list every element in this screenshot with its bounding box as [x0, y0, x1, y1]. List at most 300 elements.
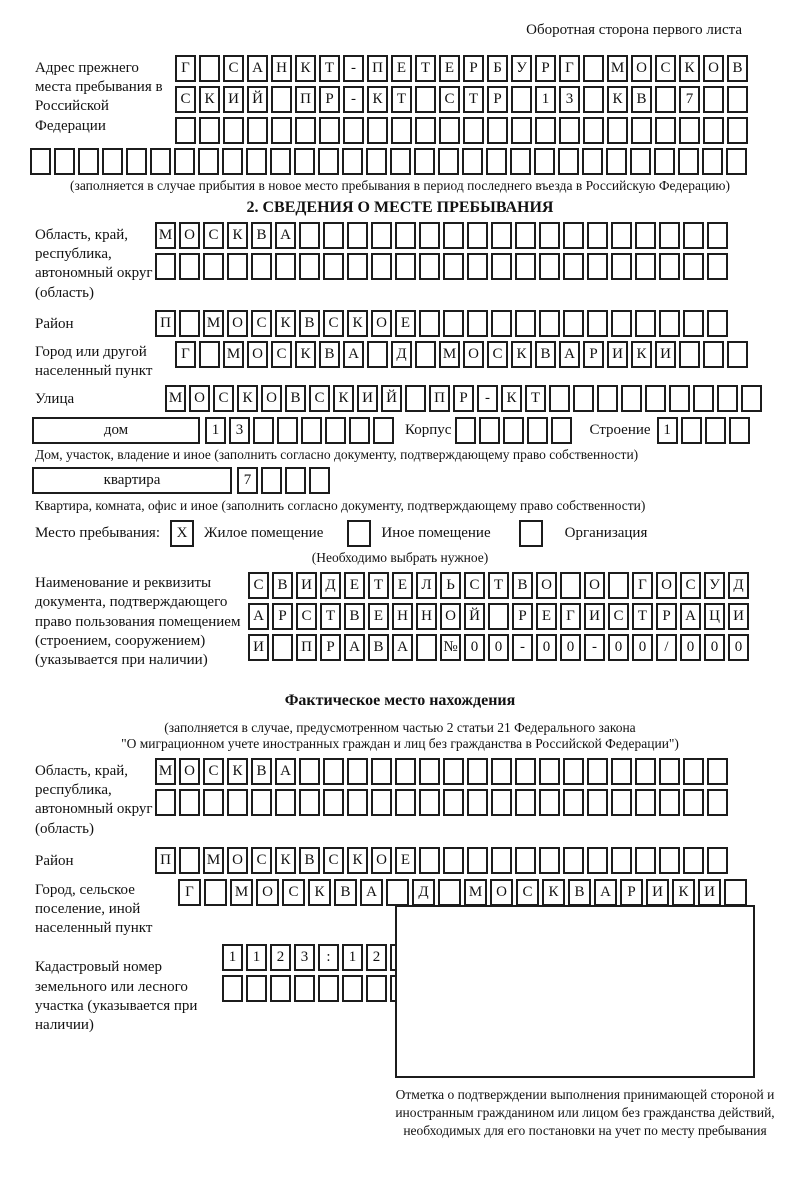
char-box[interactable]: - [512, 634, 533, 661]
char-box[interactable]: Р [656, 603, 677, 630]
char-box[interactable] [271, 86, 292, 113]
char-box[interactable]: С [251, 847, 272, 874]
char-box[interactable] [199, 341, 220, 368]
char-box[interactable] [635, 847, 656, 874]
char-box[interactable]: А [275, 222, 296, 249]
char-box[interactable] [439, 117, 460, 144]
char-box[interactable] [462, 148, 483, 175]
char-box[interactable] [275, 253, 296, 280]
char-box[interactable]: Ц [704, 603, 725, 630]
char-box[interactable]: Е [395, 847, 416, 874]
char-box[interactable] [126, 148, 147, 175]
char-box[interactable]: А [392, 634, 413, 661]
char-box[interactable] [707, 789, 728, 816]
char-box[interactable]: В [368, 634, 389, 661]
char-box[interactable] [227, 253, 248, 280]
char-box[interactable] [608, 572, 629, 599]
char-box[interactable]: 0 [704, 634, 725, 661]
char-box[interactable] [102, 148, 123, 175]
char-box[interactable] [534, 148, 555, 175]
char-box[interactable] [511, 117, 532, 144]
char-box[interactable]: В [344, 603, 365, 630]
char-box[interactable]: 0 [632, 634, 653, 661]
char-box[interactable]: С [439, 86, 460, 113]
char-box[interactable]: С [516, 879, 539, 906]
char-box[interactable] [727, 117, 748, 144]
char-box[interactable] [414, 148, 435, 175]
stay-type-organization-checkbox[interactable] [519, 520, 543, 547]
char-box[interactable] [611, 310, 632, 337]
char-box[interactable] [419, 310, 440, 337]
char-box[interactable]: О [656, 572, 677, 599]
char-box[interactable]: В [272, 572, 293, 599]
char-box[interactable]: 3 [559, 86, 580, 113]
char-box[interactable] [319, 117, 340, 144]
char-box[interactable]: С [323, 847, 344, 874]
char-box[interactable]: Р [463, 55, 484, 82]
char-box[interactable]: С [487, 341, 508, 368]
char-box[interactable]: Т [415, 55, 436, 82]
char-box[interactable] [443, 310, 464, 337]
char-box[interactable]: П [155, 847, 176, 874]
char-box[interactable]: 0 [680, 634, 701, 661]
char-box[interactable] [223, 117, 244, 144]
char-box[interactable]: 1 [535, 86, 556, 113]
char-box[interactable] [415, 341, 436, 368]
char-box[interactable] [559, 117, 580, 144]
char-box[interactable] [323, 222, 344, 249]
char-box[interactable] [539, 758, 560, 785]
char-box[interactable] [535, 117, 556, 144]
char-box[interactable] [539, 253, 560, 280]
char-box[interactable] [563, 847, 584, 874]
char-box[interactable] [325, 417, 346, 444]
char-box[interactable]: К [347, 310, 368, 337]
char-box[interactable] [563, 222, 584, 249]
char-box[interactable]: К [295, 341, 316, 368]
char-box[interactable] [251, 789, 272, 816]
char-box[interactable] [150, 148, 171, 175]
char-box[interactable]: 1 [205, 417, 226, 444]
char-box[interactable]: К [199, 86, 220, 113]
char-box[interactable]: Р [512, 603, 533, 630]
char-box[interactable] [515, 847, 536, 874]
house-type-box[interactable]: дом [32, 417, 200, 444]
char-box[interactable]: 3 [229, 417, 250, 444]
char-box[interactable] [198, 148, 219, 175]
char-box[interactable] [583, 86, 604, 113]
char-box[interactable] [683, 758, 704, 785]
char-box[interactable]: Е [391, 55, 412, 82]
char-box[interactable]: К [308, 879, 331, 906]
char-box[interactable] [443, 758, 464, 785]
char-box[interactable] [515, 310, 536, 337]
char-box[interactable]: В [251, 758, 272, 785]
char-box[interactable]: 1 [222, 944, 243, 971]
char-box[interactable] [405, 385, 426, 412]
char-box[interactable] [587, 758, 608, 785]
char-box[interactable] [227, 789, 248, 816]
char-box[interactable]: С [248, 572, 269, 599]
char-box[interactable] [669, 385, 690, 412]
char-box[interactable]: В [568, 879, 591, 906]
char-box[interactable] [635, 222, 656, 249]
char-box[interactable]: Е [344, 572, 365, 599]
char-box[interactable] [271, 117, 292, 144]
char-box[interactable] [179, 253, 200, 280]
char-box[interactable]: К [347, 847, 368, 874]
char-box[interactable] [479, 417, 500, 444]
char-box[interactable]: Р [320, 634, 341, 661]
char-box[interactable] [301, 417, 322, 444]
char-box[interactable]: Т [320, 603, 341, 630]
char-box[interactable]: С [223, 55, 244, 82]
char-box[interactable] [539, 310, 560, 337]
char-box[interactable] [611, 253, 632, 280]
char-box[interactable]: 1 [342, 944, 363, 971]
char-box[interactable] [285, 467, 306, 494]
char-box[interactable]: А [275, 758, 296, 785]
char-box[interactable] [270, 975, 291, 1002]
char-box[interactable] [179, 789, 200, 816]
char-box[interactable]: О [247, 341, 268, 368]
char-box[interactable]: О [490, 879, 513, 906]
char-box[interactable]: Д [412, 879, 435, 906]
char-box[interactable] [491, 253, 512, 280]
char-box[interactable]: Б [487, 55, 508, 82]
char-box[interactable]: О [227, 847, 248, 874]
char-box[interactable] [611, 758, 632, 785]
char-box[interactable] [174, 148, 195, 175]
char-box[interactable]: 0 [464, 634, 485, 661]
char-box[interactable] [270, 148, 291, 175]
char-box[interactable]: Н [416, 603, 437, 630]
char-box[interactable] [611, 847, 632, 874]
char-box[interactable] [343, 117, 364, 144]
char-box[interactable] [583, 117, 604, 144]
char-box[interactable]: П [367, 55, 388, 82]
char-box[interactable] [491, 758, 512, 785]
char-box[interactable] [560, 572, 581, 599]
char-box[interactable]: Е [395, 310, 416, 337]
char-box[interactable] [367, 341, 388, 368]
char-box[interactable] [549, 385, 570, 412]
char-box[interactable]: А [343, 341, 364, 368]
char-box[interactable] [729, 417, 750, 444]
char-box[interactable]: К [237, 385, 258, 412]
char-box[interactable]: А [344, 634, 365, 661]
char-box[interactable]: С [175, 86, 196, 113]
char-box[interactable] [491, 789, 512, 816]
char-box[interactable] [467, 222, 488, 249]
char-box[interactable]: Е [368, 603, 389, 630]
char-box[interactable] [277, 417, 298, 444]
char-box[interactable]: П [429, 385, 450, 412]
char-box[interactable] [179, 847, 200, 874]
char-box[interactable] [386, 879, 409, 906]
char-box[interactable]: И [296, 572, 317, 599]
char-box[interactable]: В [727, 55, 748, 82]
char-box[interactable]: К [367, 86, 388, 113]
char-box[interactable] [659, 758, 680, 785]
char-box[interactable]: М [155, 222, 176, 249]
char-box[interactable]: В [334, 879, 357, 906]
char-box[interactable] [455, 417, 476, 444]
char-box[interactable] [645, 385, 666, 412]
char-box[interactable] [683, 310, 704, 337]
char-box[interactable] [246, 975, 267, 1002]
char-box[interactable] [395, 253, 416, 280]
char-box[interactable] [582, 148, 603, 175]
char-box[interactable]: А [360, 879, 383, 906]
char-box[interactable] [318, 975, 339, 1002]
char-box[interactable]: 7 [237, 467, 258, 494]
char-box[interactable]: К [295, 55, 316, 82]
char-box[interactable]: И [357, 385, 378, 412]
char-box[interactable] [563, 789, 584, 816]
char-box[interactable] [741, 385, 762, 412]
char-box[interactable] [443, 222, 464, 249]
char-box[interactable] [503, 417, 524, 444]
char-box[interactable] [222, 148, 243, 175]
char-box[interactable] [621, 385, 642, 412]
char-box[interactable]: 0 [608, 634, 629, 661]
char-box[interactable] [693, 385, 714, 412]
char-box[interactable] [253, 417, 274, 444]
char-box[interactable]: Р [272, 603, 293, 630]
char-box[interactable]: О [703, 55, 724, 82]
char-box[interactable]: В [251, 222, 272, 249]
char-box[interactable]: С [203, 222, 224, 249]
char-box[interactable] [275, 789, 296, 816]
char-box[interactable]: А [247, 55, 268, 82]
char-box[interactable] [30, 148, 51, 175]
char-box[interactable] [222, 975, 243, 1002]
char-box[interactable]: К [275, 310, 296, 337]
char-box[interactable] [443, 253, 464, 280]
char-box[interactable]: М [439, 341, 460, 368]
char-box[interactable] [486, 148, 507, 175]
char-box[interactable]: Т [368, 572, 389, 599]
char-box[interactable] [78, 148, 99, 175]
char-box[interactable] [491, 222, 512, 249]
char-box[interactable] [563, 758, 584, 785]
char-box[interactable] [204, 879, 227, 906]
char-box[interactable] [342, 975, 363, 1002]
char-box[interactable] [395, 222, 416, 249]
char-box[interactable]: С [213, 385, 234, 412]
char-box[interactable]: К [275, 847, 296, 874]
char-box[interactable] [635, 758, 656, 785]
char-box[interactable]: О [227, 310, 248, 337]
char-box[interactable] [366, 148, 387, 175]
char-box[interactable]: В [319, 341, 340, 368]
char-box[interactable] [583, 55, 604, 82]
char-box[interactable]: 3 [294, 944, 315, 971]
char-box[interactable]: Р [535, 55, 556, 82]
char-box[interactable] [323, 789, 344, 816]
char-box[interactable]: К [227, 758, 248, 785]
char-box[interactable] [391, 117, 412, 144]
char-box[interactable]: Е [392, 572, 413, 599]
char-box[interactable]: И [223, 86, 244, 113]
char-box[interactable]: О [371, 310, 392, 337]
char-box[interactable]: № [440, 634, 461, 661]
char-box[interactable]: Й [247, 86, 268, 113]
char-box[interactable] [606, 148, 627, 175]
char-box[interactable]: К [542, 879, 565, 906]
char-box[interactable]: О [371, 847, 392, 874]
char-box[interactable] [563, 253, 584, 280]
char-box[interactable]: Е [536, 603, 557, 630]
char-box[interactable]: К [333, 385, 354, 412]
char-box[interactable]: В [299, 847, 320, 874]
char-box[interactable] [438, 148, 459, 175]
char-box[interactable]: : [318, 944, 339, 971]
char-box[interactable]: П [295, 86, 316, 113]
char-box[interactable] [683, 789, 704, 816]
char-box[interactable]: Т [319, 55, 340, 82]
char-box[interactable] [199, 117, 220, 144]
char-box[interactable]: С [309, 385, 330, 412]
char-box[interactable]: 1 [657, 417, 678, 444]
char-box[interactable]: О [631, 55, 652, 82]
char-box[interactable]: Т [391, 86, 412, 113]
char-box[interactable] [467, 789, 488, 816]
char-box[interactable]: О [463, 341, 484, 368]
char-box[interactable]: С [323, 310, 344, 337]
char-box[interactable]: Й [464, 603, 485, 630]
char-box[interactable]: - [343, 86, 364, 113]
char-box[interactable]: 7 [679, 86, 700, 113]
char-box[interactable]: - [477, 385, 498, 412]
char-box[interactable]: - [343, 55, 364, 82]
char-box[interactable]: П [296, 634, 317, 661]
char-box[interactable] [607, 117, 628, 144]
char-box[interactable] [467, 758, 488, 785]
char-box[interactable] [261, 467, 282, 494]
char-box[interactable] [703, 86, 724, 113]
char-box[interactable] [587, 253, 608, 280]
char-box[interactable]: М [464, 879, 487, 906]
char-box[interactable]: Г [175, 55, 196, 82]
char-box[interactable]: / [656, 634, 677, 661]
char-box[interactable]: С [680, 572, 701, 599]
char-box[interactable]: С [251, 310, 272, 337]
char-box[interactable] [587, 222, 608, 249]
char-box[interactable] [371, 222, 392, 249]
char-box[interactable] [203, 789, 224, 816]
char-box[interactable] [199, 55, 220, 82]
char-box[interactable] [635, 253, 656, 280]
char-box[interactable] [247, 117, 268, 144]
char-box[interactable] [299, 253, 320, 280]
char-box[interactable] [415, 86, 436, 113]
char-box[interactable]: В [631, 86, 652, 113]
char-box[interactable]: М [223, 341, 244, 368]
char-box[interactable]: В [512, 572, 533, 599]
char-box[interactable] [611, 789, 632, 816]
char-box[interactable] [707, 310, 728, 337]
char-box[interactable]: 0 [560, 634, 581, 661]
char-box[interactable] [587, 847, 608, 874]
char-box[interactable]: С [296, 603, 317, 630]
char-box[interactable]: Н [271, 55, 292, 82]
char-box[interactable] [510, 148, 531, 175]
char-box[interactable] [630, 148, 651, 175]
char-box[interactable] [390, 148, 411, 175]
char-box[interactable] [551, 417, 572, 444]
char-box[interactable] [443, 847, 464, 874]
char-box[interactable] [491, 310, 512, 337]
char-box[interactable]: С [271, 341, 292, 368]
char-box[interactable] [438, 879, 461, 906]
char-box[interactable] [678, 148, 699, 175]
char-box[interactable] [539, 222, 560, 249]
stay-type-other-checkbox[interactable] [347, 520, 371, 547]
char-box[interactable] [203, 253, 224, 280]
char-box[interactable] [299, 758, 320, 785]
char-box[interactable]: Р [487, 86, 508, 113]
char-box[interactable] [175, 117, 196, 144]
char-box[interactable]: В [285, 385, 306, 412]
char-box[interactable] [467, 847, 488, 874]
char-box[interactable]: Р [319, 86, 340, 113]
char-box[interactable] [717, 385, 738, 412]
char-box[interactable] [611, 222, 632, 249]
char-box[interactable] [347, 253, 368, 280]
char-box[interactable] [659, 847, 680, 874]
char-box[interactable] [727, 86, 748, 113]
char-box[interactable] [349, 417, 370, 444]
char-box[interactable]: М [203, 847, 224, 874]
char-box[interactable] [395, 758, 416, 785]
char-box[interactable] [655, 117, 676, 144]
char-box[interactable]: Т [632, 603, 653, 630]
char-box[interactable] [679, 117, 700, 144]
char-box[interactable] [597, 385, 618, 412]
char-box[interactable]: 0 [536, 634, 557, 661]
char-box[interactable] [587, 310, 608, 337]
char-box[interactable] [155, 253, 176, 280]
char-box[interactable] [299, 789, 320, 816]
char-box[interactable]: - [584, 634, 605, 661]
char-box[interactable] [294, 148, 315, 175]
char-box[interactable]: И [607, 341, 628, 368]
char-box[interactable]: Р [620, 879, 643, 906]
char-box[interactable] [155, 789, 176, 816]
char-box[interactable]: И [248, 634, 269, 661]
char-box[interactable]: Р [583, 341, 604, 368]
char-box[interactable]: П [155, 310, 176, 337]
char-box[interactable]: Й [381, 385, 402, 412]
char-box[interactable] [707, 758, 728, 785]
char-box[interactable] [323, 253, 344, 280]
char-box[interactable]: А [559, 341, 580, 368]
char-box[interactable]: Н [392, 603, 413, 630]
char-box[interactable]: Г [175, 341, 196, 368]
char-box[interactable] [419, 847, 440, 874]
char-box[interactable] [539, 847, 560, 874]
char-box[interactable] [511, 86, 532, 113]
char-box[interactable] [179, 310, 200, 337]
char-box[interactable] [342, 148, 363, 175]
char-box[interactable]: О [440, 603, 461, 630]
char-box[interactable] [635, 789, 656, 816]
char-box[interactable] [707, 253, 728, 280]
char-box[interactable]: С [464, 572, 485, 599]
char-box[interactable]: 2 [270, 944, 291, 971]
